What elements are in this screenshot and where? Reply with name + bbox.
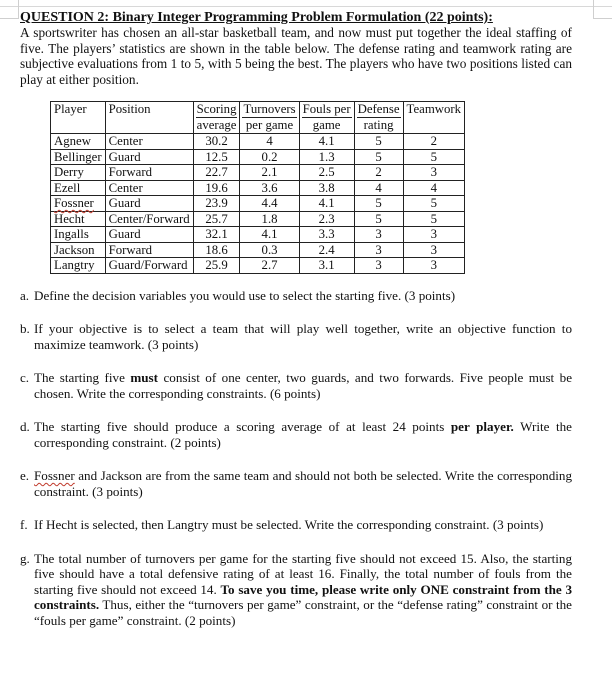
cell-turnovers: 2.7 [240, 258, 299, 274]
part-text-start: The starting five [34, 370, 131, 385]
part-text: If Hecht is selected, then Langtry must be selected. Write the corresponding constraint. (3 points) [34, 517, 544, 532]
cell-scoring: 23.9 [193, 196, 240, 212]
question-intro: A sportswriter has chosen an all-star basketball team, and now must put together the ideal staffing of five. The players’ statistics are shown in the table below. The defense rating and teamwork rating are subjective evaluations from 1 to 5, with 5 being the best. The players who have two positions listed can play at either position. [20, 25, 572, 87]
page-corner-left [0, 0, 19, 19]
part-text: If your objective is to select a team that will play well together, write an objective function to maximize teamwork. (3 points) [34, 321, 572, 352]
cell-scoring: 18.6 [193, 242, 240, 258]
cell-fouls: 2.5 [299, 165, 354, 181]
page-top-rule [0, 6, 612, 7]
cell-defense: 5 [354, 196, 403, 212]
part-letter: c. [20, 370, 30, 385]
cell-defense: 4 [354, 180, 403, 196]
table-row [51, 227, 465, 243]
cell-player: Ezell [51, 180, 106, 196]
cell-player: Agnew [51, 134, 106, 150]
header-scoring-bottom: average [196, 118, 237, 132]
question-parts [20, 288, 572, 629]
cell-defense: 2 [354, 165, 403, 181]
cell-player [51, 196, 106, 212]
question-content [20, 10, 572, 646]
header-fouls [299, 102, 354, 134]
cell-position: Guard [105, 149, 193, 165]
page-corner-right [593, 0, 612, 19]
cell-position: Forward [105, 242, 193, 258]
cell-scoring: 19.6 [193, 180, 240, 196]
part-emphasis: To save you time, please write only ONE constraint from the 3 constraints. [34, 581, 572, 612]
cell-teamwork: 3 [403, 258, 465, 274]
cell-teamwork: 2 [403, 134, 465, 150]
part-c [20, 370, 572, 401]
header-fouls-bottom: game [302, 117, 352, 133]
cell-teamwork: 3 [403, 242, 465, 258]
header-defense [354, 102, 403, 134]
table-row [51, 258, 465, 274]
cell-turnovers: 3.6 [240, 180, 299, 196]
cell-turnovers: 4 [240, 134, 299, 150]
cell-fouls: 2.4 [299, 242, 354, 258]
part-letter: d. [20, 419, 30, 434]
part-letter: a. [20, 287, 30, 303]
part-g [20, 551, 572, 629]
cell-teamwork: 5 [403, 149, 465, 165]
header-scoring [193, 102, 240, 134]
part-text-end: Thus, either the “turnovers per game” constraint, or the “defense rating” constraint or the “fouls per game” constraint. (2 points) [34, 597, 572, 628]
part-letter: f. [20, 517, 28, 532]
cell-defense: 5 [354, 134, 403, 150]
cell-scoring: 25.7 [193, 211, 240, 227]
table-row [51, 134, 465, 150]
cell-scoring: 30.2 [193, 134, 240, 150]
cell-teamwork: 5 [403, 196, 465, 212]
cell-fouls: 2.3 [299, 211, 354, 227]
cell-position: Guard [105, 196, 193, 212]
part-text: Define the decision variables you would use to select the starting five. (3 points) [34, 287, 456, 303]
header-turnovers-top: Turnovers [243, 102, 296, 116]
cell-turnovers: 1.8 [240, 211, 299, 227]
part-text-start: The total number of turnovers per game for the starting five should not exceed 15. Also, the starting five should have a total defensive rating of at least 16. Finally, the total number of fouls from the starting five should not exceed 14. [34, 550, 572, 597]
cell-position: Guard/Forward [105, 258, 193, 274]
cell-player: Hecht [51, 211, 106, 227]
part-letter: e. [20, 468, 30, 483]
cell-teamwork: 3 [403, 165, 465, 181]
part-letter: b. [20, 321, 30, 336]
cell-defense: 3 [354, 258, 403, 274]
table-row [51, 180, 465, 196]
cell-scoring: 22.7 [193, 165, 240, 181]
header-turnovers [240, 102, 299, 134]
part-a [20, 288, 572, 304]
cell-player: Jackson [51, 242, 106, 258]
part-emphasis: per player. [450, 419, 514, 434]
part-text-end: Write the corresponding constraint. (2 points) [34, 419, 572, 450]
part-d [20, 419, 572, 450]
part-e [20, 468, 572, 499]
cell-turnovers: 4.1 [240, 227, 299, 243]
cell-position: Center [105, 134, 193, 150]
header-player: Player [51, 102, 106, 134]
cell-fouls: 3.1 [299, 258, 354, 274]
cell-player: Ingalls [51, 227, 106, 243]
header-position: Position [105, 102, 193, 134]
part-text [34, 468, 572, 499]
cell-position: Forward [105, 165, 193, 181]
cell-fouls: 1.3 [299, 149, 354, 165]
cell-defense: 3 [354, 242, 403, 258]
part-b [20, 321, 572, 352]
table-header-row [51, 102, 465, 134]
question-title: QUESTION 2: Binary Integer Programming Problem Formulation (22 points): [20, 10, 493, 25]
cell-scoring: 32.1 [193, 227, 240, 243]
part-text-start: The starting five should produce a scoring average of at least 24 points [34, 419, 451, 434]
cell-position: Guard [105, 227, 193, 243]
header-fouls-top: Fouls per [302, 102, 351, 116]
table-row [51, 165, 465, 181]
table-row [51, 211, 465, 227]
table-row [51, 196, 465, 212]
table-row [51, 149, 465, 165]
cell-scoring: 25.9 [193, 258, 240, 274]
part-text [34, 551, 572, 629]
header-turnovers-bottom: per game [242, 117, 296, 133]
spellcheck-underlined-name: Fossner [54, 196, 94, 210]
part-text [34, 419, 572, 450]
cell-player: Bellinger [51, 149, 106, 165]
cell-position: Center/Forward [105, 211, 193, 227]
cell-teamwork: 5 [403, 211, 465, 227]
cell-turnovers: 0.2 [240, 149, 299, 165]
part-letter: g. [20, 550, 30, 566]
cell-turnovers: 2.1 [240, 165, 299, 181]
header-teamwork: Teamwork [403, 102, 465, 134]
part-text-end: and Jackson are from the same team and should not both be selected. Write the corresponding constraint. (3 points) [34, 468, 572, 499]
cell-fouls: 4.1 [299, 196, 354, 212]
spellcheck-underlined-name: Fossner [34, 468, 75, 483]
cell-fouls: 3.8 [299, 180, 354, 196]
cell-player: Derry [51, 165, 106, 181]
cell-scoring: 12.5 [193, 149, 240, 165]
part-text-end: consist of one center, two guards, and two forwards. Five people must be chosen. Write the corresponding constraints. (6 points) [34, 370, 573, 401]
cell-turnovers: 0.3 [240, 242, 299, 258]
part-text [34, 370, 572, 401]
player-stats-table [50, 101, 465, 274]
part-f [20, 517, 572, 533]
cell-teamwork: 4 [403, 180, 465, 196]
header-scoring-top: Scoring [196, 102, 237, 116]
cell-position: Center [105, 180, 193, 196]
cell-turnovers: 4.4 [240, 196, 299, 212]
table-row [51, 242, 465, 258]
cell-player: Langtry [51, 258, 106, 274]
cell-fouls: 3.3 [299, 227, 354, 243]
part-emphasis: must [130, 370, 159, 385]
cell-defense: 5 [354, 149, 403, 165]
cell-fouls: 4.1 [299, 134, 354, 150]
header-defense-top: Defense [357, 102, 400, 116]
cell-teamwork: 3 [403, 227, 465, 243]
cell-defense: 5 [354, 211, 403, 227]
cell-defense: 3 [354, 227, 403, 243]
header-defense-bottom: rating [357, 117, 401, 133]
